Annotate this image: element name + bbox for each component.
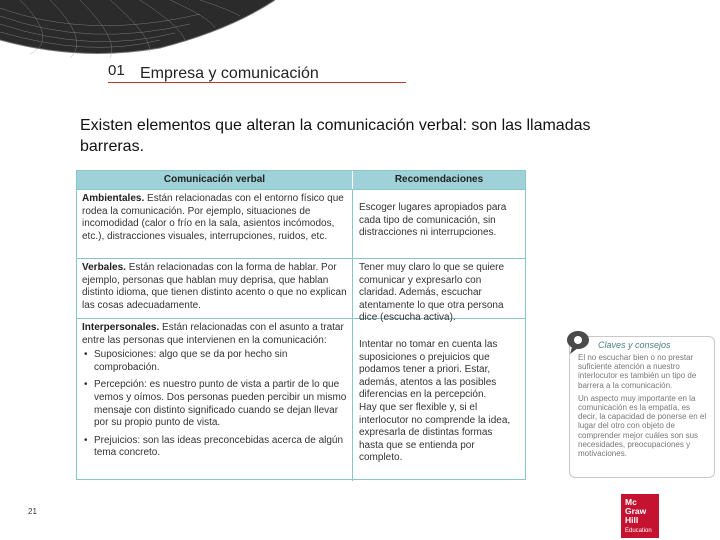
tips-paragraph-1: El no escuchar bien o no prestar suficiente atención a nuestro interlocutor es también un tipo de barrera a la comunicación. xyxy=(578,353,697,390)
table-row xyxy=(77,259,525,324)
header-recommendations: Recomendaciones xyxy=(394,174,484,185)
table-header-row xyxy=(77,171,525,190)
recommendation-cell: Tener muy claro lo que se quiere comunicar y expresarlo con claridad. Además, escuchar atentamente lo que otra persona dice (escucha activa). xyxy=(359,262,505,324)
logo-line-4: Education xyxy=(625,528,652,534)
recommendation-text-1: Intentar no tomar en cuenta las suposiciones o prejuicios que podamos tener a priori. Estar, además, atentos a las posibles diferencias en la percepción. xyxy=(359,339,498,401)
recommendation-cell: Escoger lugares apropiados para cada tipo de comunicación, sin distracciones ni interrupciones. xyxy=(359,202,507,239)
barrier-label: Interpersonales. xyxy=(82,322,160,333)
page-number: 21 xyxy=(28,507,37,516)
barrier-description: Están relacionadas con la forma de hablar. Por ejemplo, personas que hablan muy deprisa, que hablan distinto idioma, que tienen distinto acento o que no explican las cosas adecuadamente. xyxy=(82,262,347,311)
barriers-table xyxy=(76,170,526,480)
recommendation-text-2: Hay que ser flexible y, si el interlocutor no comprende la idea, expresarla de distintas formas hasta que se entienda por completo. xyxy=(359,401,511,464)
list-item: • Prejuicios: son las ideas preconcebidas acerca de algún tema concreto. xyxy=(82,435,347,460)
table-row xyxy=(77,190,525,259)
recommendation-cell xyxy=(353,319,525,481)
barrier-cell xyxy=(77,259,353,318)
section-heading xyxy=(108,62,406,83)
speech-bubble-icon xyxy=(566,329,594,355)
barrier-description: Están relacionadas con el entorno físico que rodea la comunicación. Por ejemplo, situaciones de incomodidad (calor o frío en la sala, asientos incómodos, etc.), distracciones visuales, interrupciones, ruidos, etc. xyxy=(82,193,344,242)
tips-paragraph-2: Un aspecto muy importante en la comunicación es la empatía, es decir, la capacidad de ponerse en el lugar del otro con objeto de comprender mejor cuáles son sus necesidades, preocupaciones y motivaciones. xyxy=(578,393,707,459)
publisher-logo xyxy=(621,494,659,538)
decorative-mesh-graphic xyxy=(0,0,275,62)
table-row xyxy=(77,319,525,481)
tips-title: Claves y consejos xyxy=(598,340,671,350)
list-item: • Suposiciones: algo que se da por hecho sin comprobación. xyxy=(82,349,347,374)
logo-line-1: Mc xyxy=(625,497,637,507)
barrier-description: Están relacionadas con el asunto a tratar entre las personas que intervienen en la comunicación: xyxy=(82,322,344,346)
intro-paragraph: Existen elementos que alteran la comunicación verbal: son las llamadas barreras. xyxy=(80,117,591,155)
barrier-label: Verbales. xyxy=(82,262,126,273)
section-title: Empresa y comunicación xyxy=(140,65,319,82)
section-number: 01 xyxy=(108,62,125,79)
logo-line-3: Hill xyxy=(625,515,639,525)
list-item: • Percepción: es nuestro punto de vista a partir de lo que vemos y oímos. Dos personas pueden percibir un mismo mensaje con distinto significado cuando se dejan llevar por su propio punto de vista. xyxy=(82,379,347,429)
logo-line-2: Graw xyxy=(625,506,647,516)
barrier-bullet-list xyxy=(82,349,347,460)
barrier-label: Ambientales. xyxy=(82,193,145,204)
header-verbal-communication: Comunicación verbal xyxy=(77,171,353,189)
barrier-cell xyxy=(77,319,353,481)
barrier-cell xyxy=(77,190,353,258)
tips-box xyxy=(569,336,715,478)
